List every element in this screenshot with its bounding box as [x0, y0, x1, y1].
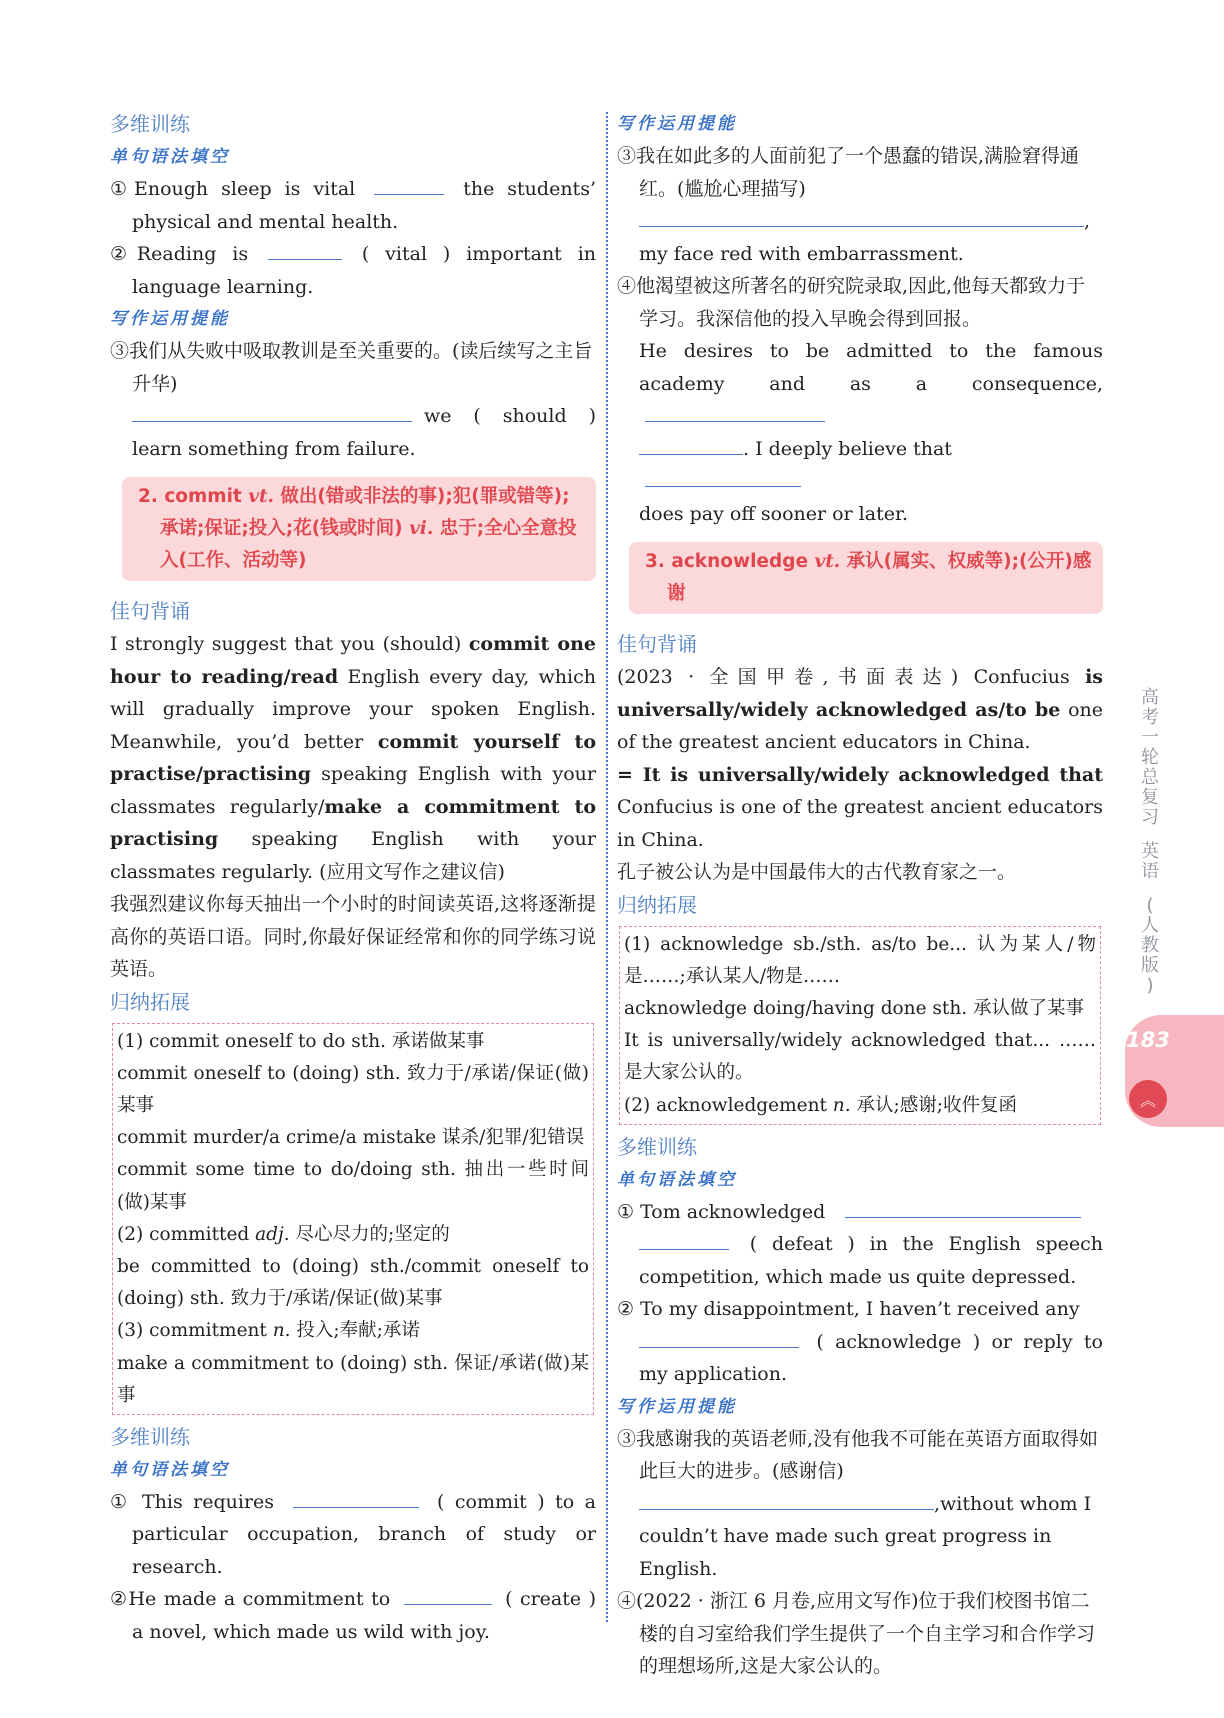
expansion-line: be committed to (doing) sth./commit oneself to (doing) sth. 致力于/承诺/保证(做)某事: [117, 1255, 589, 1310]
expansion-line: (1) acknowledge sb./sth. as/to be... 认为某人/物是……;承认某人/物是……: [624, 933, 1096, 987]
exercise-4b: ④(2022 · 浙江 6 月卷,应用文写作)位于我们校图书馆二楼的自习室给我们学生提供了一个自主学习和合作学习的理想场所,这是大家公认的。: [617, 1590, 1096, 1678]
exercise-4-english: He desires to be admitted to the famous academy and as a consequence,: [617, 335, 1103, 433]
expansion-line: (2) acknowledgement n. 承认;感谢;收件复函: [624, 1094, 1017, 1116]
expansion-line: (1) commit oneself to do sth. 承诺做某事: [117, 1030, 485, 1052]
exercise-3b-answer: ,without whom I: [617, 1488, 1103, 1521]
exercise-3b: ③我感谢我的英语老师,没有他我不可能在英语方面取得如此巨大的进步。(感谢信): [617, 1427, 1099, 1483]
section-title: 佳句背诵: [617, 632, 697, 656]
exercise-3-answer: ,: [617, 205, 1103, 238]
subsection-title: 单句语法填空: [110, 1459, 230, 1480]
section-title: 归纳拓展: [617, 892, 697, 917]
exercise-5: ②He made a commitment to ( create ) a novel, which made us wild with joy.: [110, 1583, 596, 1648]
model-sentence-translation: 孔子被公认为是中国最伟大的古代教育家之一。: [617, 861, 1017, 883]
answer-blank[interactable]: [293, 1487, 419, 1508]
section-title: 归纳拓展: [110, 989, 190, 1014]
model-sentence: (2023 · 全国甲卷,书面表达) Confucius is universally/widely acknowledged as/to be one of the greatest ancient educators in China.: [617, 666, 1103, 753]
section-title: 佳句背诵: [110, 599, 190, 623]
answer-blank[interactable]: [639, 434, 743, 455]
expansion-line: (3) commitment n. 投入;奉献;承诺: [117, 1320, 420, 1342]
expansion-box: [619, 926, 1101, 1125]
page-number: 183: [1126, 1028, 1170, 1052]
expansion-box: [112, 1023, 594, 1415]
model-sentence-2: = It is universally/widely acknowledged that Confucius is one of the greatest ancient educators in China.: [617, 763, 1103, 851]
right-column: [617, 108, 1103, 1683]
expansion-line: commit murder/a crime/a mistake 谋杀/犯罪/犯错误: [117, 1127, 585, 1149]
book-series-label: 高 考 一 轮 总 复 习 英 语 ( 人 教 版 ): [1141, 687, 1159, 996]
subsection-title: 单句语法填空: [110, 147, 230, 167]
answer-blank[interactable]: [268, 239, 342, 260]
exercise-1: ①Enough sleep is vital the students’ physical and mental health.: [110, 173, 596, 238]
answer-blank[interactable]: [404, 1584, 492, 1605]
exercise-4: ① This requires ( commit ) to a particular occupation, branch of study or research.: [110, 1486, 596, 1584]
exercise-3b-tail: couldn’t have made such great progress in English.: [639, 1525, 1052, 1580]
exercise-3-answer: we ( should ) learn something from failure.: [110, 400, 596, 465]
answer-blank[interactable]: [374, 174, 444, 195]
chevron-up-icon: ︽: [1129, 1080, 1167, 1118]
exercise-3: ③我们从失败中吸取教训是至关重要的。(读后续写之主旨升华): [110, 340, 593, 395]
subsection-title: 写作运用提能: [617, 114, 737, 134]
expansion-line: make a commitment to (doing) sth. 保证/承诺(做)某事: [117, 1352, 589, 1406]
expansion-line: commit some time to do/doing sth. 抽出一些时间(做)某事: [117, 1159, 589, 1213]
exercise-2: ②Reading is ( vital ) important in language learning.: [110, 238, 596, 303]
exercise-4-english-3: does pay off sooner or later.: [639, 502, 908, 525]
left-column: [110, 108, 596, 1648]
answer-blank[interactable]: [645, 466, 801, 487]
exercise-1: ① Tom acknowledged ( defeat ) in the English speech competition, which made us quite depressed.: [617, 1196, 1103, 1294]
answer-blank[interactable]: [639, 206, 1084, 227]
exercise-4-english-2: . I deeply believe that: [617, 433, 1103, 498]
section-title: 多维训练: [110, 1424, 190, 1449]
model-sentence-translation: 我强烈建议你每天抽出一个小时的时间读英语,这将逐渐提高你的英语口语。同时,你最好保证经常和你的同学练习说英语。: [110, 893, 596, 980]
exercise-3: ③我在如此多的人面前犯了一个愚蠢的错误,满脸窘得通红。(尴尬心理描写): [617, 145, 1080, 200]
section-title: 多维训练: [110, 112, 190, 136]
expansion-line: commit oneself to (doing) sth. 致力于/承诺/保证(做)某事: [117, 1062, 589, 1116]
exercise-4: ④他渴望被这所著名的研究院录取,因此,他每天都致力于学习。我深信他的投入早晚会得到回报。: [617, 275, 1086, 330]
column-divider: [606, 112, 608, 1622]
section-title: 多维训练: [617, 1134, 697, 1159]
exercise-2: ② To my disappointment, I haven’t received any ( acknowledge ) or reply to my application.: [617, 1298, 1103, 1386]
vocab-box-acknowledge: 3. acknowledge vt. 承认(属实、权威等);(公开)感谢: [629, 542, 1103, 614]
subsection-title: 单句语法填空: [617, 1169, 737, 1190]
expansion-line: It is universally/widely acknowledged that... ……是大家公认的。: [624, 1030, 1096, 1084]
answer-blank[interactable]: [645, 401, 825, 422]
answer-blank[interactable]: [845, 1197, 1081, 1218]
model-sentence: I strongly suggest that you (should) commit one hour to reading/read English every day, which will gradually improve your spoken English. Meanwhile, you’d better commit yourself to practise/practising speaking English with your classmates regularly/make a commitment to practising speaking English with your classmates regularly. (应用文写作之建议信): [110, 633, 596, 883]
answer-blank[interactable]: [639, 1229, 729, 1250]
answer-blank[interactable]: [132, 401, 412, 422]
answer-blank[interactable]: [639, 1489, 934, 1510]
subsection-title: 写作运用提能: [110, 309, 230, 329]
vocab-box-commit: 2. commit vt. 做出(错或非法的事);犯(罪或错等);承诺;保证;投入;花(钱或时间) vi. 忠于;全心全意投入(工作、活动等): [122, 477, 596, 581]
expansion-line: (2) committed adj. 尽心尽力的;坚定的: [117, 1223, 450, 1245]
exercise-3-tail: my face red with embarrassment.: [639, 242, 964, 265]
expansion-line: acknowledge doing/having done sth. 承认做了某事: [624, 997, 1085, 1019]
subsection-title: 写作运用提能: [617, 1396, 737, 1417]
answer-blank[interactable]: [639, 1327, 799, 1348]
